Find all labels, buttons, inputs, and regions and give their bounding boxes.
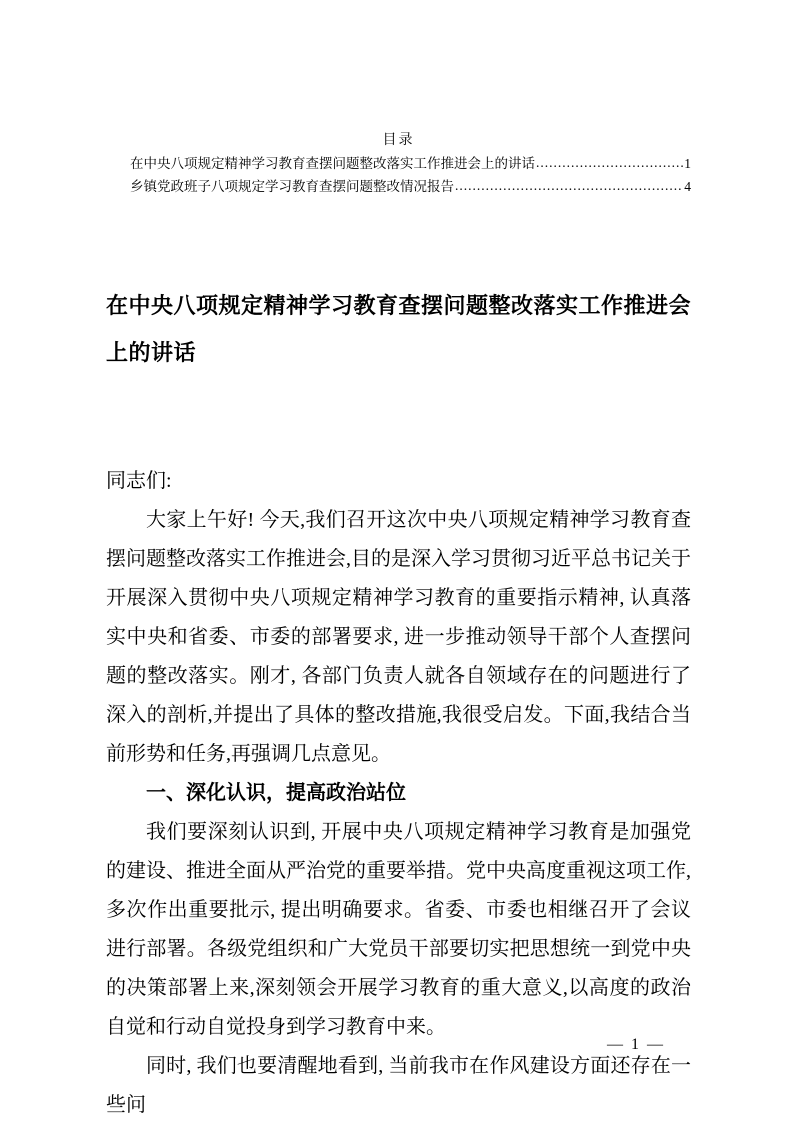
toc-entry-label: 乡镇党政班子八项规定学习教育查摆问题整改情况报告 xyxy=(130,179,454,194)
section-heading: 一、深化认识，提高政治站位 xyxy=(146,782,406,804)
toc-dot-leader xyxy=(455,174,683,197)
paragraph: 同时, 我们也要清醒地看到, 当前我市在作风建设方面还存在一些问 xyxy=(106,1055,691,1116)
document-title: 在中央八项规定精神学习教育查摆问题整改落实工作推进会上的讲话 xyxy=(106,293,692,365)
salutation: 同志们: xyxy=(106,470,172,492)
table-of-contents xyxy=(106,130,691,198)
toc-title: 目录 xyxy=(382,133,415,148)
toc-entry xyxy=(106,152,691,175)
page-number: — 1 — xyxy=(607,1036,665,1053)
document-body xyxy=(106,462,691,1122)
paragraph: 大家上午好! 今天,我们召开这次中央八项规定精神学习教育查摆问题整改落实工作推进会,目的是深入学习贯彻习近平总书记关于开展深入贯彻中央八项规定精神学习教育的重要指示精神, 认真落实中央和省委、市委的部署要求, 进一步推动领导干部个人查摆问题的整改落实。刚才, 各部门负责人就各自领域存在的问题进行了深入的剖析,并提出了具体的整改措施,我很受启发。下面,我结合当前形势和任务,再强调几点意见。 xyxy=(106,509,691,765)
paragraph: 我们要深刻认识到, 开展中央八项规定精神学习教育是加强党的建设、推进全面从严治党的重要举措。党中央高度重视这项工作, 多次作出重要批示, 提出明确要求。省委、市委也相继召开了会议进行部署。各级党组织和广大党员干部要切实把思想统一到党中央的决策部署上来,深刻领会开展学习教育的重大意义,以高度的政治自觉和行动自觉投身到学习教育中来。 xyxy=(106,821,691,1038)
toc-dot-leader xyxy=(536,151,683,174)
toc-entry-page-number: 1 xyxy=(684,156,691,171)
toc-entry-label: 在中央八项规定精神学习教育查摆问题整改落实工作推进会上的讲话 xyxy=(130,156,535,171)
toc-entry xyxy=(106,175,691,198)
toc-entry-page-number: 4 xyxy=(684,179,691,194)
